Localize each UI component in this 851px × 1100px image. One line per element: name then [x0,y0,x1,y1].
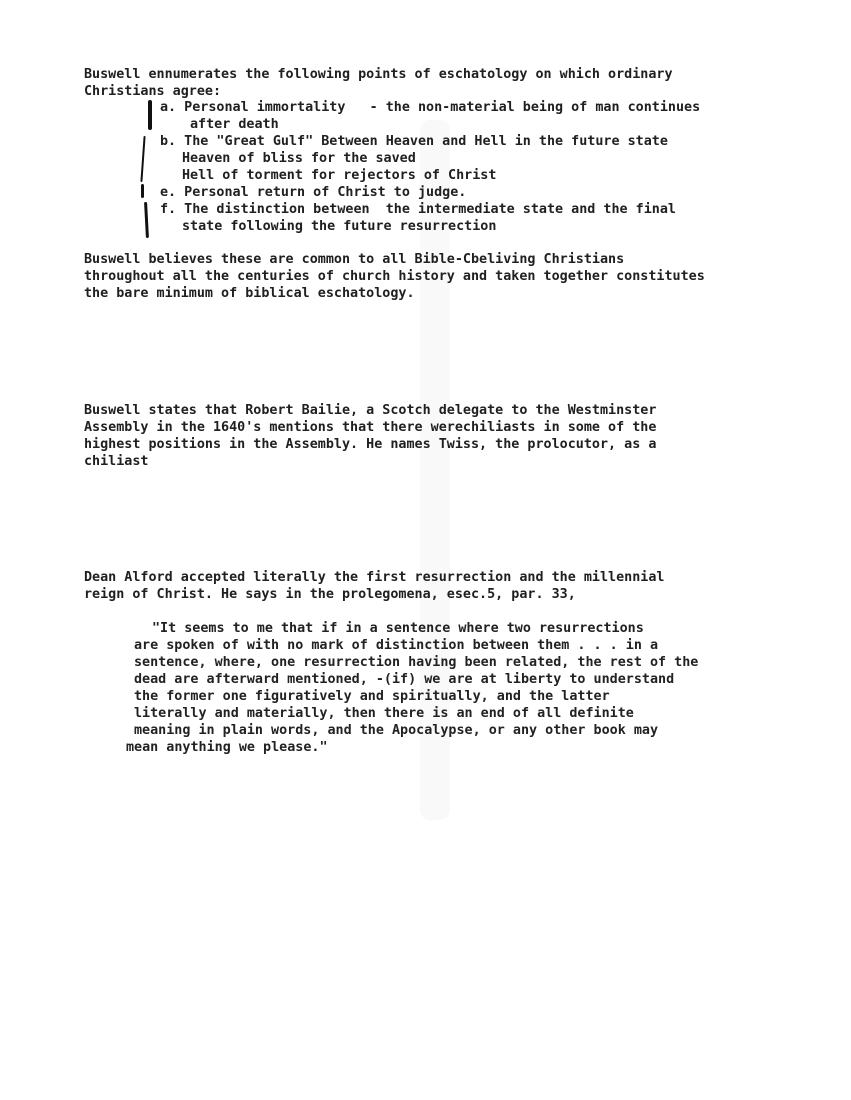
quote-line: "It seems to me that if in a sentence where two resurrections [152,621,644,636]
point-a: a. Personal immortality - the non-material being of man continues [160,100,701,115]
paragraph-line: Assembly in the 1640's mentions that there werechiliasts in some of the [84,420,657,435]
paragraph-line: throughout all the centuries of church history and taken together constitutes [84,269,705,284]
point-b-continued: Hell of torment for rejectors of Christ [182,168,497,183]
quote-line: dead are afterward mentioned, -(if) we are at liberty to understand [134,672,675,687]
quote-line: literally and materially, then there is an end of all definite [134,706,634,721]
paragraph-line: Christians agree: [84,84,222,99]
handwritten-bracket [148,100,152,130]
paragraph-line: the bare minimum of biblical eschatology. [84,286,415,301]
paragraph-line: chiliast [84,454,149,469]
handwritten-bracket [141,184,144,198]
point-f-continued: state following the future resurrection [182,219,497,234]
point-b: b. The "Great Gulf" Between Heaven and Hell in the future state [160,134,668,149]
paragraph-line: reign of Christ. He says in the prolegomena, esec.5, par. 33, [84,587,576,602]
point-a-continued: after death [190,117,279,132]
quote-line: mean anything we please." [126,740,328,755]
handwritten-bracket [144,202,149,238]
paragraph-line: Buswell states that Robert Bailie, a Scotch delegate to the Westminster [84,403,657,418]
paragraph-line: Buswell believes these are common to all Bible-Cbeliving Christians [84,252,625,267]
point-e: e. Personal return of Christ to judge. [160,185,467,200]
point-b-continued: Heaven of bliss for the saved [182,151,416,166]
handwritten-bracket [140,136,145,182]
paragraph-line: highest positions in the Assembly. He names Twiss, the prolocutor, as a [84,437,657,452]
quote-line: the former one figuratively and spiritually, and the latter [134,689,610,704]
paragraph-line: Buswell ennumerates the following points of eschatology on which ordinary [84,67,673,82]
paragraph-line: Dean Alford accepted literally the first resurrection and the millennial [84,570,665,585]
point-f: f. The distinction between the intermediate state and the final [160,202,676,217]
quote-line: are spoken of with no mark of distinction between them . . . in a [134,638,659,653]
quote-line: sentence, where, one resurrection having been related, the rest of the [134,655,699,670]
quote-line: meaning in plain words, and the Apocalypse, or any other book may [134,723,659,738]
